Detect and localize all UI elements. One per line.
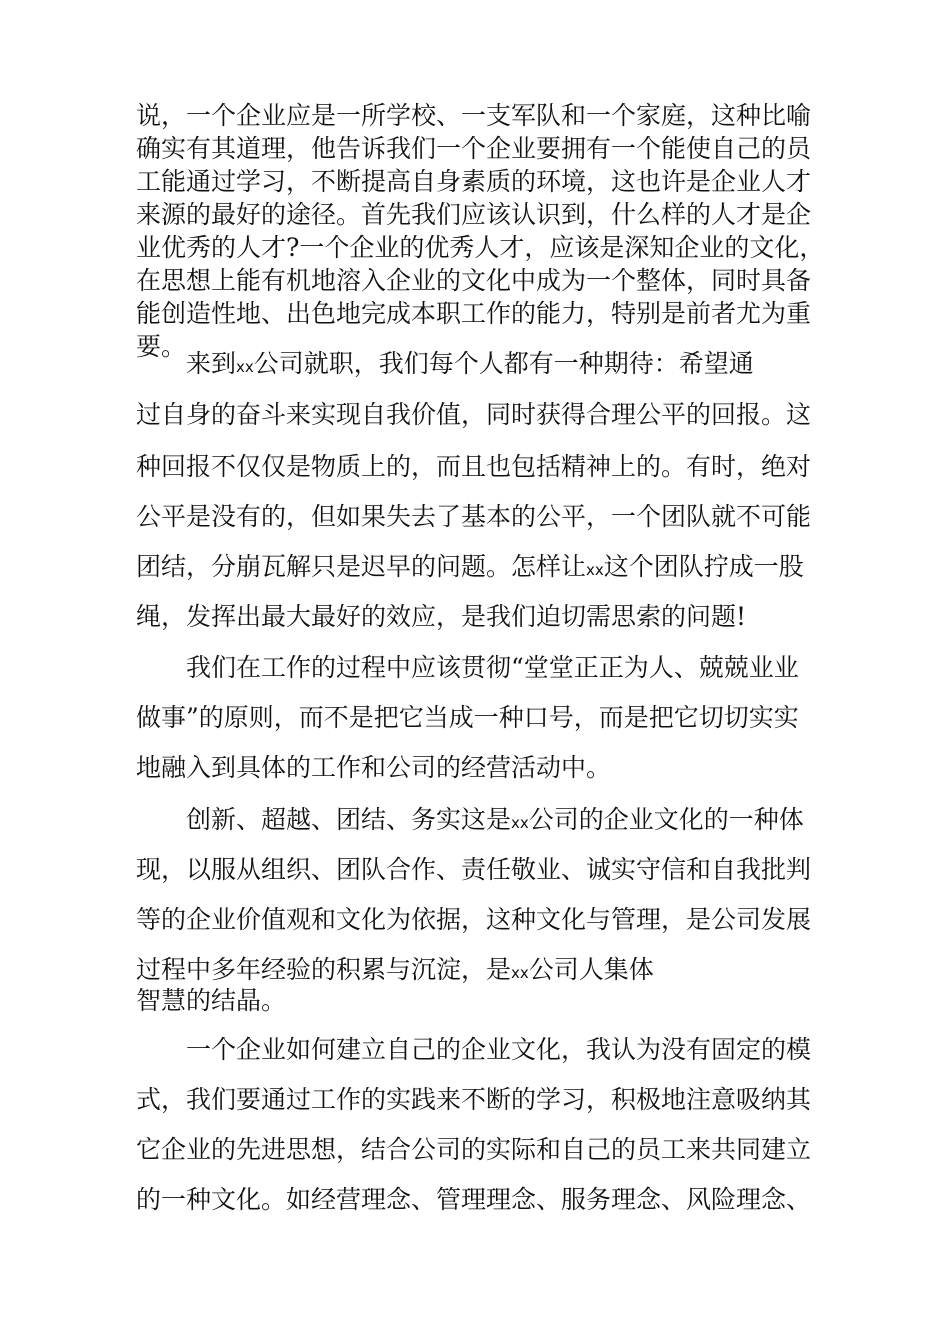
text-line: 说，一个企业应是一所学校、一支军队和一个家庭，这种比喻 <box>136 101 812 130</box>
text-line: 工能通过学习，不断提高自身素质的环境，这也许是企业人才 <box>136 167 812 196</box>
text-line: 等的企业价值观和文化为依据，这种文化与管理，是公司发展 <box>136 905 812 934</box>
text-line: 在思想上能有机地溶入企业的文化中成为一个整体，同时具备 <box>136 266 812 295</box>
text-line: 公平是没有的，但如果失去了基本的公平，一个团队就不可能 <box>136 502 812 531</box>
placeholder-xx: xx <box>236 358 254 376</box>
text-line: 式，我们要通过工作的实践来不断的学习，积极地注意吸纳其 <box>136 1085 812 1114</box>
text-line: 过程中多年经验的积累与沉淀，是xx公司人集体 <box>136 955 654 984</box>
text-line: 种回报不仅仅是物质上的，而且也包括精神上的。有时，绝对 <box>136 452 812 481</box>
text-line <box>186 349 754 382</box>
text-line: 的一种文化。如经营理念、管理理念、服务理念、风险理念、 <box>136 1185 812 1214</box>
text-line: 现，以服从组织、团队合作、责任敬业、诚实守信和自我批判 <box>136 855 812 884</box>
text-line: 确实有其道理，他告诉我们一个企业要拥有一个能使自己的员 <box>136 134 812 163</box>
placeholder-xx: xx <box>511 964 529 982</box>
placeholder-xx: xx <box>511 814 529 832</box>
text-line: 做事”的原则，而不是把它当成一种口号，而是把它切切实实 <box>136 703 799 732</box>
text-line: 能创造性地、出色地完成本职工作的能力，特别是前者尤为重 <box>136 299 812 328</box>
text-line: 智慧的结晶。 <box>136 986 287 1015</box>
text-line: 地融入到具体的工作和公司的经营活动中。 <box>136 753 612 782</box>
text-line: 来源的最好的途径。首先我们应该认识到，什么样的人才是企 <box>136 200 812 229</box>
text-line-content: 来到xx公司就职，我们每个人都有一种期待：希望通 <box>186 349 754 378</box>
text-line: 我们在工作的过程中应该贯彻“堂堂正正为人、兢兢业业 <box>186 653 799 682</box>
text-line: 团结，分崩瓦解只是迟早的问题。怎样让xx这个团队拧成一股 <box>136 552 804 581</box>
placeholder-xx: xx <box>586 561 604 579</box>
text-line: 创新、超越、团结、务实这是xx公司的企业文化的一种体 <box>186 805 804 834</box>
text-line: 绳，发挥出最大最好的效应，是我们迫切需思索的问题! <box>136 602 747 631</box>
text-line: 它企业的先进思想，结合公司的实际和自己的员工来共同建立 <box>136 1135 812 1164</box>
text-line: 业优秀的人才?一个企业的优秀人才，应该是深知企业的文化， <box>136 233 825 262</box>
text-line: 要。 <box>136 332 187 361</box>
text-line: 过自身的奋斗来实现自我价值，同时获得合理公平的回报。这 <box>136 400 812 429</box>
text-line: 一个企业如何建立自己的企业文化，我认为没有固定的模 <box>186 1035 812 1064</box>
